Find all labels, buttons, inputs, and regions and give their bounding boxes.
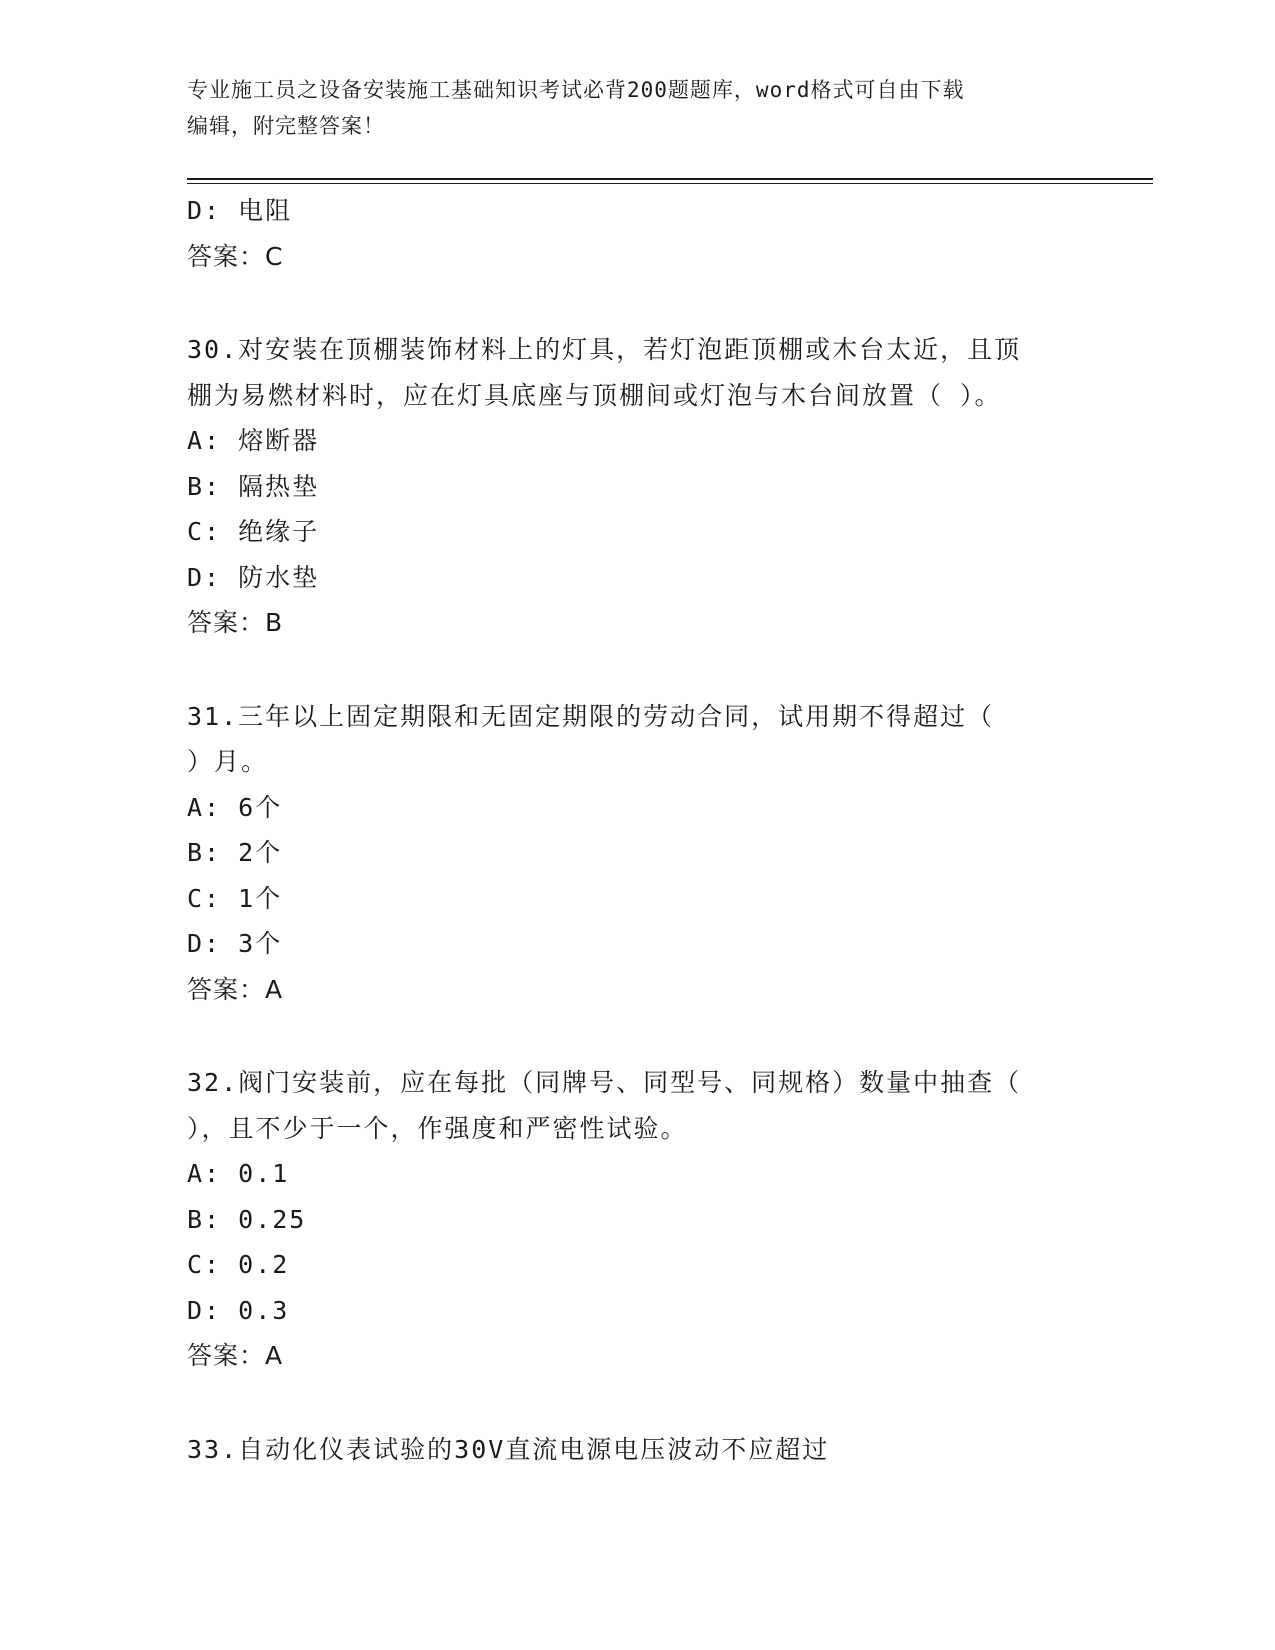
header-line-1: 专业施工员之设备安装施工基础知识考试必背200题题库，word格式可自由下载 (187, 78, 965, 102)
document-header (187, 72, 1067, 144)
option-c: C: 0.2 (187, 1250, 290, 1279)
spacer (187, 1012, 1087, 1060)
header-divider-thin (187, 183, 1153, 184)
question-stem-line: 30.对安装在顶棚装饰材料上的灯具，若灯泡距顶棚或木台太近，且顶 (187, 335, 1022, 364)
option-d: D: 防水垫 (187, 562, 320, 592)
option-b: B: 隔热垫 (187, 471, 320, 501)
option-c: C: 绝缘子 (187, 517, 320, 546)
prev-option-d: D: 电阻 (187, 196, 293, 225)
option-b: B: 2个 (187, 838, 283, 867)
question-stem-line: 32.阀门安装前，应在每批（同牌号、同型号、同规格）数量中抽查（ (187, 1068, 1022, 1097)
spacer (187, 1379, 1087, 1427)
question-stem-line: 31.三年以上固定期限和无固定期限的劳动合同，试用期不得超过（ (187, 701, 995, 731)
question-stem-line: ）月。 (187, 747, 269, 776)
option-a: A: 0.1 (187, 1159, 290, 1188)
question-33 (187, 1427, 1087, 1473)
question-list (187, 188, 1087, 1472)
option-d: D: 0.3 (187, 1295, 290, 1325)
question-31 (187, 694, 1087, 1013)
prev-answer: 答案：C (187, 241, 284, 271)
spacer (187, 279, 1087, 327)
question-32 (187, 1060, 1087, 1379)
option-a: A: 熔断器 (187, 426, 320, 455)
question-30 (187, 327, 1087, 646)
option-b: B: 0.25 (187, 1204, 307, 1234)
question-stem-line: 棚为易燃材料时，应在灯具底座与顶棚间或灯泡与木台间放置（ ）。 (187, 380, 1002, 410)
option-d: D: 3个 (187, 929, 283, 958)
option-a: A: 6个 (187, 792, 283, 822)
answer: 答案：B (187, 608, 284, 637)
option-c: C: 1个 (187, 883, 283, 913)
spacer (187, 646, 1087, 694)
header-divider-thick (187, 178, 1153, 180)
answer: 答案：A (187, 1341, 284, 1370)
question-stem-line: 33.自动化仪表试验的30V直流电源电压波动不应超过 (187, 1434, 830, 1464)
question-stem-line: ），且不少于一个，作强度和严密性试验。 (187, 1113, 688, 1143)
answer: 答案：A (187, 974, 284, 1004)
header-line-2: 编辑，附完整答案！ (187, 114, 385, 138)
